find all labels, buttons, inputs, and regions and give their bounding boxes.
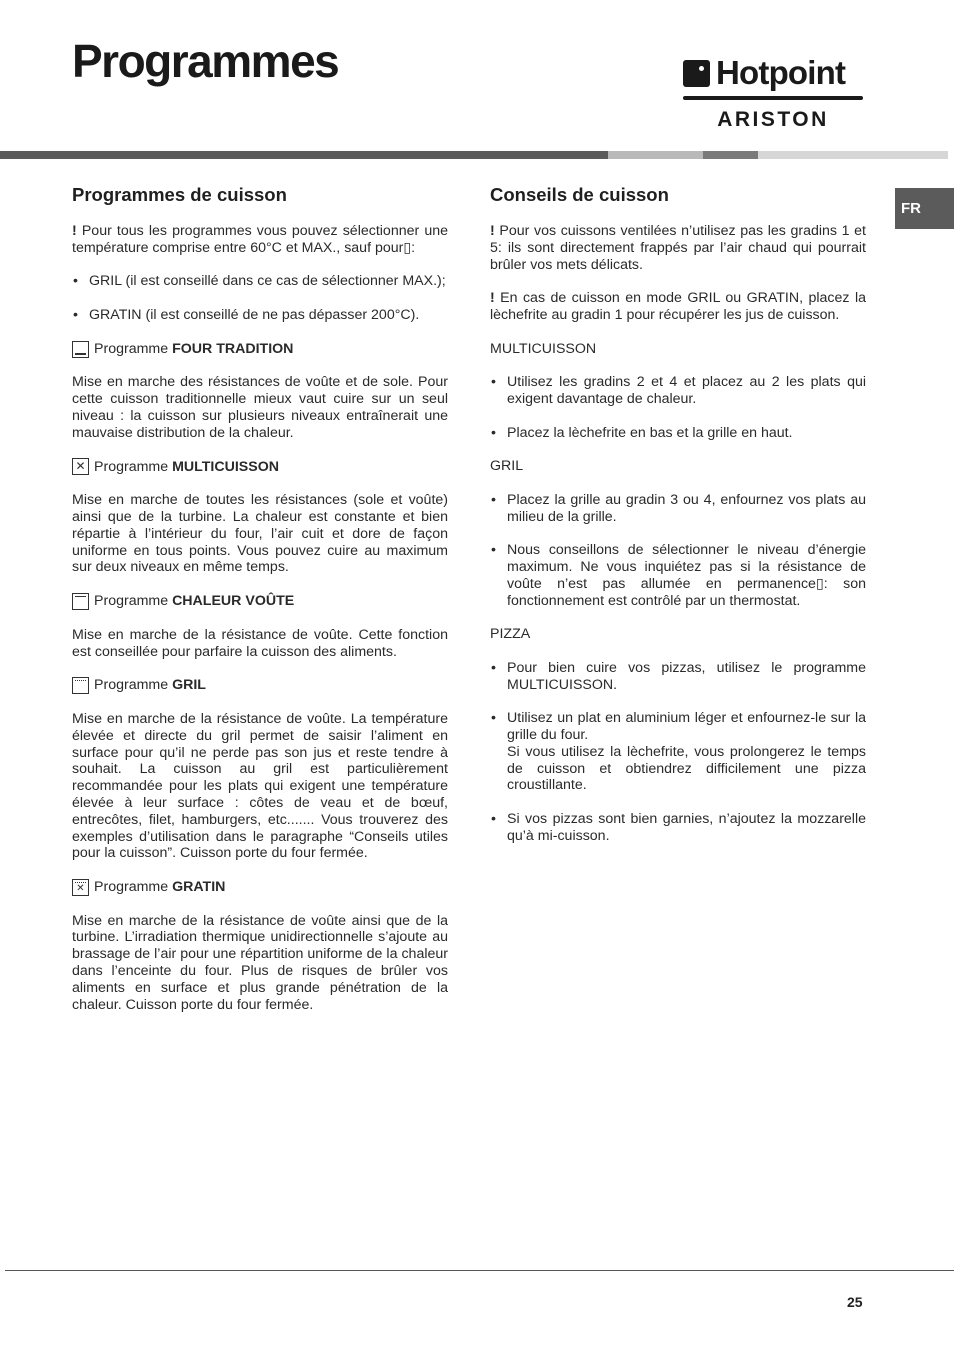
list-item-text-continued: Si vous utilisez la lèchefrite, vous prolongerez le temps de cuisson et obtiendrez difficilement une pizza croustillante.: [507, 743, 866, 794]
list-item-text: Si vos pizzas sont bien garnies, n’ajoutez la mozzarelle qu’à mi-cuisson.: [507, 810, 866, 844]
programme-heading-four-tradition: [72, 341, 448, 358]
language-tab: FR: [895, 188, 954, 229]
list-item-text: Pour bien cuire vos pizzas, utilisez le programme MULTICUISSON.: [507, 659, 866, 693]
programme-heading-gratin: [72, 879, 448, 896]
programme-description: Mise en marche des résistances de voûte et de sole. Pour cette cuisson traditionnelle mieux vaut cuire sur un seul niveau : la cuisson sur plusieurs niveaux entraînerait une mauvaise distribution de la chaleur.: [72, 374, 448, 441]
programme-prefix: Programme: [94, 879, 173, 896]
programme-name: GRIL: [172, 677, 206, 694]
brand-logo: [683, 56, 863, 132]
warning-mark: !: [490, 290, 495, 307]
subsection-title-multicuisson: MULTICUISSON: [490, 340, 597, 357]
bullet-icon: •: [491, 542, 496, 559]
tip-note: [490, 290, 866, 324]
bullet-icon: •: [491, 810, 496, 827]
list-item-text: Utilisez un plat en aluminium léger et enfournez-le sur la grille du four.: [507, 710, 866, 743]
programme-name: MULTICUISSON: [172, 458, 279, 475]
warning-mark: !: [490, 223, 495, 239]
right-column: [490, 183, 866, 861]
programme-prefix: Programme: [94, 677, 173, 694]
programme-name: FOUR TRADITION: [172, 340, 294, 357]
section-heading-conseils: Conseils de cuisson: [490, 184, 669, 205]
page-number: 25: [847, 1294, 863, 1310]
header-band-segment: [703, 151, 758, 159]
programme-heading-chaleur-voute: [72, 593, 448, 610]
logo-brand: Hotpoint: [716, 54, 846, 91]
programme-description: Mise en marche de la résistance de voûte ainsi que de la turbine. L’irradiation thermique unidirectionnelle s’ajoute au brassage de l’air pour une répartition uniforme de la chaleur dans l’enceinte du four. Plus de risques de brûler vos aliments en surface et plus grande pénétration de la chaleur. Cuisson porte du four fermée.: [72, 912, 448, 1013]
list-item-text: GRATIN (il est conseillé de ne pas dépasser 200°C).: [89, 306, 420, 323]
logo-sub-brand: ARISTON: [717, 108, 829, 131]
list-item: [72, 273, 448, 290]
subsection-title-pizza: PIZZA: [490, 626, 531, 643]
subsection-title-gril: GRIL: [490, 458, 524, 475]
list-item: [490, 811, 866, 845]
warning-mark: !: [72, 223, 77, 239]
list-item: [490, 492, 866, 526]
list-item: [490, 660, 866, 694]
programme-heading-gril: [72, 677, 448, 694]
bullet-icon: •: [491, 424, 496, 441]
list-item: [72, 307, 448, 324]
tip-note-text: En cas de cuisson en mode GRIL ou GRATIN, placez la lèchefrite au gradin 1 pour récupérer les jus de cuisson.: [490, 290, 866, 323]
list-item-text: Nous conseillons de sélectionner le niveau d’énergie maximum. Ne vous inquiétez pas si la résistance de voûte n’est pas allumée en permanence▯: son fonctionnement est contrôlé par un thermostat.: [507, 542, 866, 609]
list-item-text: Placez la lèchefrite en bas et la grille en haut.: [507, 424, 793, 441]
top-element-icon: [72, 593, 89, 610]
programme-prefix: Programme: [94, 458, 173, 475]
programme-description: Mise en marche de la résistance de voûte. La température élevée et directe du gril permet de saisir l’aliment en surface pour qu’il ne perde pas son jus et reste tendre à souhait. La cuisson au gril est particulièrement recommandée pour les plats qui exigent une température élevée à leur surface : côtes de veau et de bœuf, entrecôtes, filet, hamburgers, etc....... Vous trouverez des exemples d’utilisation dans le paragraphe “Conseils utiles pour la cuisson”. Cuisson porte du four fermée.: [72, 710, 448, 862]
fan-icon: ✕: [72, 458, 89, 475]
intro-note: [72, 223, 448, 257]
intro-text: Pour tous les programmes vous pouvez sélectionner une température comprise entre 60°C et MAX., sauf pour▯:: [72, 223, 448, 256]
section-heading-programmes: Programmes de cuisson: [72, 184, 287, 205]
tip-note: [490, 223, 866, 273]
programme-prefix: Programme: [94, 340, 173, 357]
grill-icon: [72, 677, 89, 694]
header-band-segment: [758, 151, 948, 159]
bullet-icon: •: [491, 491, 496, 508]
logo-divider: [683, 96, 863, 100]
bottom-element-icon: [72, 341, 89, 358]
bullet-icon: •: [491, 710, 496, 727]
list-item-text: GRIL (il est conseillé dans ce cas de sélectionner MAX.);: [89, 273, 446, 290]
list-item: [490, 374, 866, 408]
left-column: [72, 183, 448, 1030]
list-item: [490, 425, 866, 442]
grill-fan-icon: ✕: [72, 879, 89, 896]
programme-name: CHALEUR VOÛTE: [172, 593, 295, 610]
bullet-icon: •: [491, 374, 496, 391]
header-band-segment: [0, 151, 608, 159]
header-band-segment: [608, 151, 703, 159]
bullet-icon: •: [73, 306, 78, 323]
list-item: [490, 542, 866, 609]
programme-description: Mise en marche de la résistance de voûte. Cette fonction est conseillée pour parfaire la cuisson des aliments.: [72, 626, 448, 660]
list-item-text: Utilisez les gradins 2 et 4 et placez au 2 les plats qui exigent davantage de chaleur.: [507, 374, 866, 407]
page-title: Programmes: [72, 35, 339, 87]
logo-mark-icon: [683, 60, 710, 87]
programme-description: Mise en marche de toutes les résistances (sole et voûte) ainsi que de la turbine. La chaleur est constante et bien répartie à l’intérieur du four, l’air cuit et dore de façon uniforme en tous points. Vous pouvez cuire au maximum sur deux niveaux en même temps.: [72, 492, 448, 576]
programme-name: GRATIN: [172, 879, 226, 896]
list-item-text: Placez la grille au gradin 3 ou 4, enfournez vos plats au milieu de la grille.: [507, 491, 866, 525]
tip-note-text: Pour vos cuissons ventilées n’utilisez pas les gradins 1 et 5: ils sont directement frappés par l’air chaud qui pourrait brûler vos mets délicats.: [490, 223, 866, 273]
bullet-icon: •: [73, 273, 78, 290]
bullet-icon: •: [491, 659, 496, 676]
programme-heading-multicuisson: [72, 458, 448, 475]
programme-prefix: Programme: [94, 593, 173, 610]
footer-divider: [5, 1270, 954, 1271]
list-item: [490, 710, 866, 794]
